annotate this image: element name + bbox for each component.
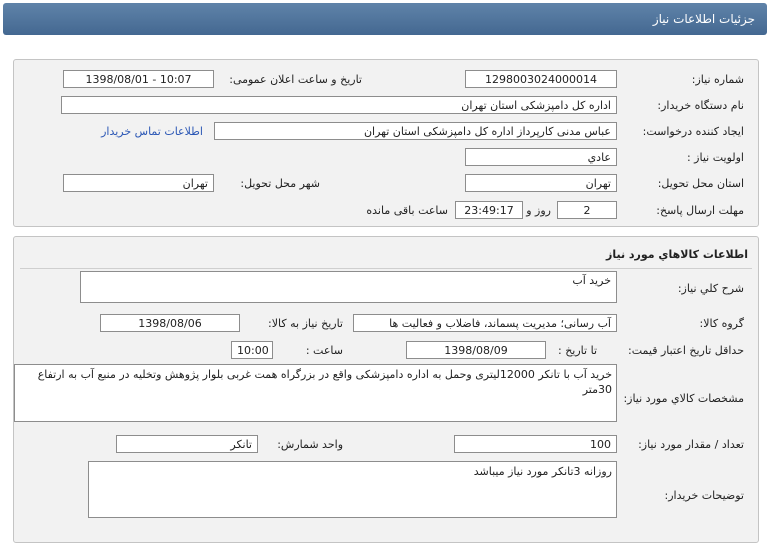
specs-field: خرید آب با تانکر 12000لیتری وحمل به اداره دامپزشکی واقع در بزرگراه همت غربی بلوار پژوهش وتخلیه در منبع آب به ارتفاع 30متر	[14, 364, 617, 422]
need-date-field: 1398/08/06	[100, 314, 240, 332]
creator-field: عباس مدنی کارپرداز اداره کل دامپزشکی استان تهران	[214, 122, 617, 140]
province-field: تهران	[465, 174, 617, 192]
deadline-label: مهلت ارسال پاسخ:	[656, 204, 744, 217]
min-validity-label: حداقل تاریخ اعتبار قیمت:	[628, 344, 744, 357]
buyer-org-field: اداره کل دامپزشکی استان تهران	[61, 96, 617, 114]
need-number-label: شماره نیاز:	[691, 73, 744, 86]
summary-field: خرید آب	[80, 271, 617, 303]
priority-label: اولویت نیاز :	[686, 151, 744, 164]
city-label: شهر محل تحویل:	[240, 177, 320, 190]
goods-info-panel	[13, 236, 759, 543]
hour-label: ساعت :	[305, 344, 343, 357]
need-info-panel	[13, 59, 759, 227]
buyer-contact-link[interactable]: اطلاعات تماس خریدار	[101, 125, 203, 138]
announce-field: 1398/08/01 - 10:07	[63, 70, 214, 88]
need-number-field: 1298003024000014	[465, 70, 617, 88]
page-header	[3, 3, 767, 35]
creator-label: ایجاد کننده درخواست:	[642, 125, 744, 138]
hour-field: 10:00	[231, 341, 273, 359]
buyer-notes-field: روزانه 3تانکر مورد نیاز میباشد	[88, 461, 617, 518]
need-date-label: تاریخ نیاز به کالا:	[268, 317, 343, 330]
group-label: گروه کالا:	[699, 317, 744, 330]
summary-label: شرح کلي نياز:	[677, 282, 744, 295]
page-title: جزئیات اطلاعات نیاز	[652, 12, 755, 26]
goods-section-title: اطلاعات کالاهاي مورد نياز	[606, 248, 748, 261]
days-word: روز و	[526, 204, 551, 217]
group-field: آب رسانی؛ مدیریت پسماند، فاضلاب و فعالیت ها	[353, 314, 617, 332]
priority-field: عادي	[465, 148, 617, 166]
announce-label: تاریخ و ساعت اعلان عمومی:	[229, 73, 362, 86]
qty-field: 100	[454, 435, 617, 453]
until-date-field: 1398/08/09	[406, 341, 546, 359]
province-label: استان محل تحویل:	[657, 177, 744, 190]
time-left-field: 23:49:17	[455, 201, 523, 219]
buyer-notes-label: توضيحات خريدار:	[664, 489, 744, 502]
section-divider	[20, 268, 752, 269]
buyer-org-label: نام دستگاه خریدار:	[657, 99, 744, 112]
specs-label: مشخصات کالاي مورد نياز:	[623, 392, 744, 405]
city-field: تهران	[63, 174, 214, 192]
time-left-word: ساعت باقی مانده	[366, 204, 448, 217]
unit-label: واحد شمارش:	[277, 438, 343, 451]
deadline-days-field: 2	[557, 201, 617, 219]
unit-field: تانکر	[116, 435, 258, 453]
qty-label: تعداد / مقدار مورد نياز:	[638, 438, 744, 451]
until-date-label: تا تاریخ :	[558, 344, 597, 357]
